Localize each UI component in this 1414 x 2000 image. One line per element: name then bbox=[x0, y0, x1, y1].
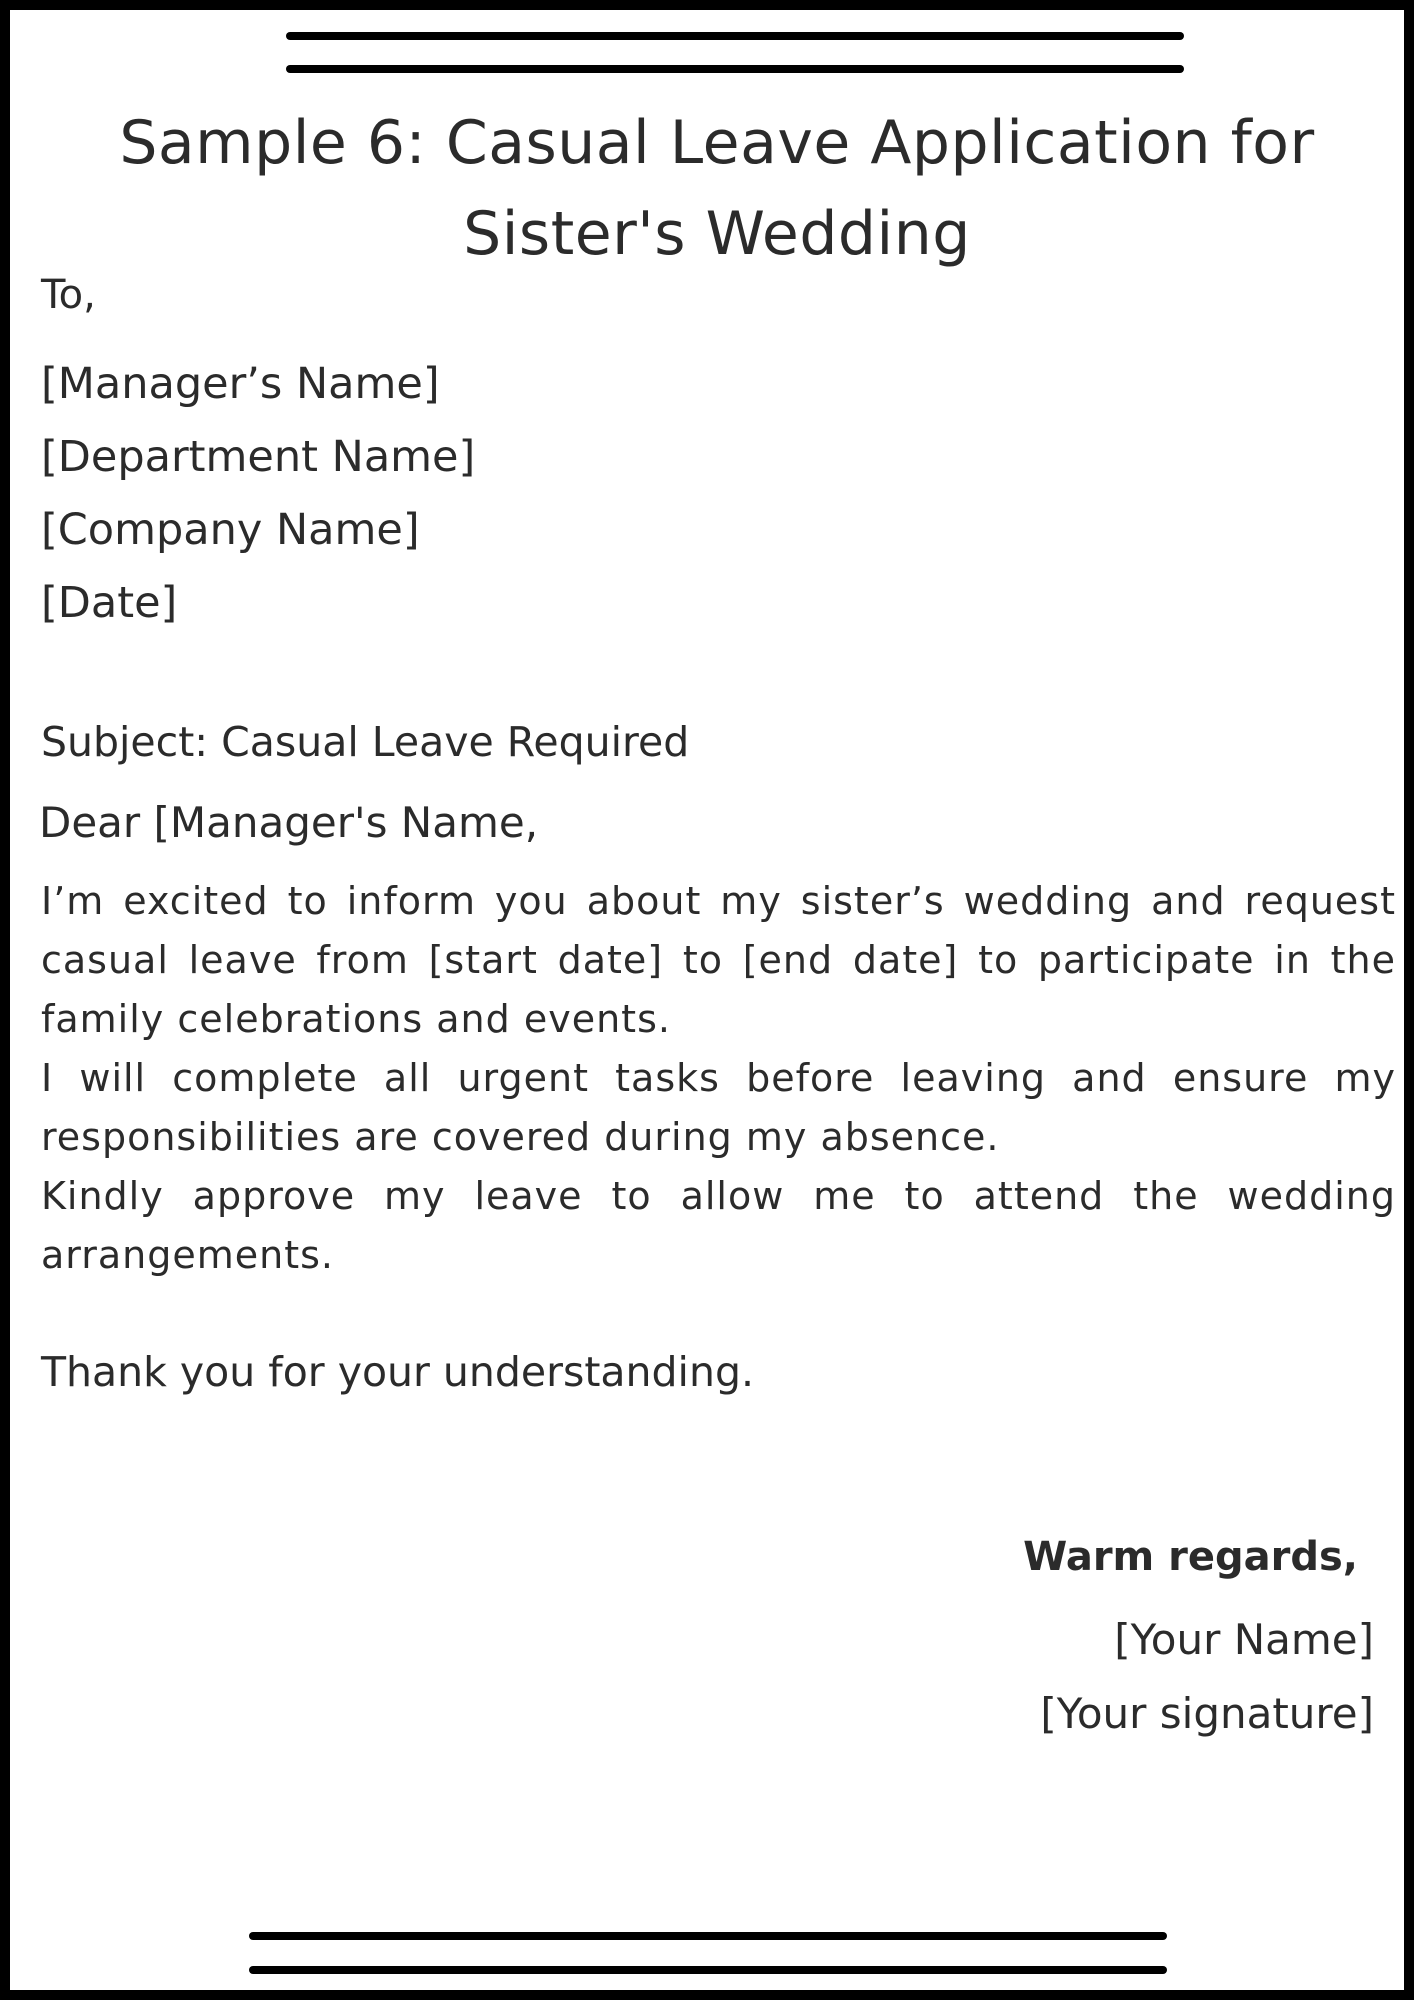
bottom-divider-line bbox=[249, 1932, 1167, 1940]
body-paragraph: Kindly approve my leave to allow me to attend the wedding arrangements. bbox=[41, 1174, 1396, 1277]
bottom-divider-line bbox=[249, 1966, 1167, 1974]
salutation: Dear [Manager's Name, bbox=[39, 798, 539, 847]
thanks-line: Thank you for your understanding. bbox=[41, 1348, 754, 1396]
sender-name: [Your Name] bbox=[1114, 1615, 1374, 1664]
recipient-to-label: To, bbox=[41, 272, 96, 318]
top-divider-line bbox=[286, 32, 1184, 40]
sender-signature: [Your signature] bbox=[1040, 1689, 1374, 1738]
body-paragraph: I’m excited to inform you about my sister’s wedding and request casual leave from [start date] to [end date] to participate in the family celebrations and events. bbox=[41, 879, 1396, 1041]
recipient-address bbox=[41, 348, 475, 640]
closing-line: Warm regards, bbox=[1023, 1534, 1358, 1580]
page-title bbox=[30, 98, 1404, 280]
address-line-manager: [Manager’s Name] bbox=[41, 359, 440, 409]
top-divider-line bbox=[286, 65, 1184, 73]
address-line-company: [Company Name] bbox=[41, 505, 420, 555]
address-line-date: [Date] bbox=[41, 578, 178, 628]
letter-body bbox=[41, 872, 1396, 1285]
address-line-department: [Department Name] bbox=[41, 432, 476, 482]
title-line-2: Sister's Wedding bbox=[463, 199, 971, 269]
title-line-1: Sample 6: Casual Leave Application for bbox=[119, 108, 1315, 178]
body-paragraph: I will complete all urgent tasks before leaving and ensure my responsibilities are covered during my absence. bbox=[41, 1056, 1396, 1159]
subject-line: Subject: Casual Leave Required bbox=[41, 718, 690, 766]
